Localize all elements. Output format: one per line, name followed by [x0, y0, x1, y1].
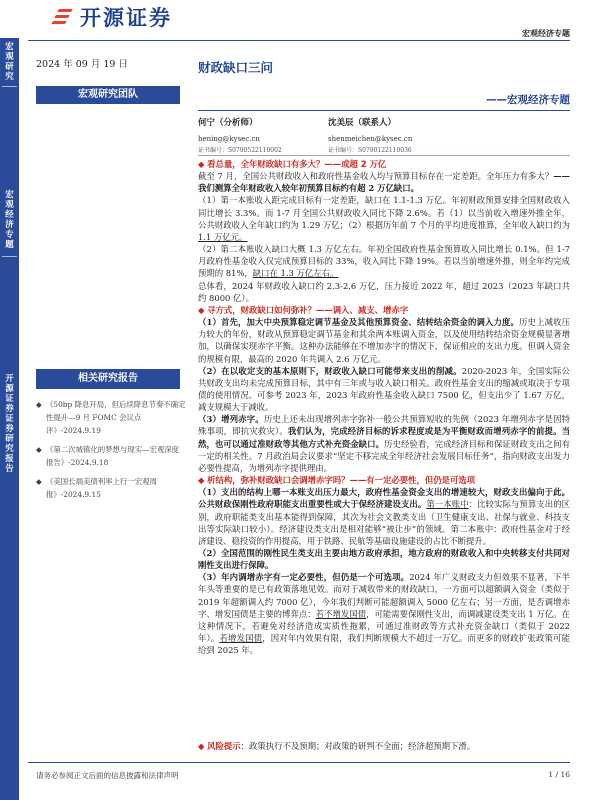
strip-divider	[2, 256, 17, 257]
contact-name: 沈美辰（联系人）	[328, 118, 397, 128]
page-number: 1 / 16	[548, 770, 570, 779]
company-logo	[52, 4, 172, 30]
risk-notice: ◆ 风险提示：政策执行不及预期；对政策的研判不全面；经济超预期下滑。	[198, 741, 476, 751]
logo-mark-icon	[52, 6, 74, 28]
analyst-divider	[198, 155, 570, 156]
related-report-item[interactable]: ◆ 《美国长端美债利率上行一宏观周报》-2024.9.15	[36, 477, 157, 499]
diamond-icon: ◆	[198, 741, 205, 751]
team-banner: 宏观研究团队	[36, 86, 180, 104]
related-report-item[interactable]: ◆ 《第二次城镇化的梦想与现实—宏观深度报告》-2024.9.18	[36, 445, 180, 467]
diamond-icon: ◆	[198, 159, 205, 169]
analyst-name: 何宁（分析师）	[198, 118, 258, 128]
strip-divider	[2, 86, 17, 87]
footer-disclaimer: 请务必参阅正文后面的信息披露和法律声明	[36, 771, 179, 780]
paragraph: （1）首先，加大中央预算稳定调节基金及其他预算资金、结转结余资金的调入力度。历史上减收压力较大的年份，财政从预算稳定调节基金和其余两本账调入资金，以及使用结转结余资金规模显著增加，以确保实现赤字平衡。这种办法能够在不增加赤字的情况下，保证相应的支出力度。但调入资金的规模有限，最高的 2020 年共调入 2.6 万亿元。	[198, 317, 570, 364]
strip-label-macro-research: 宏观研究	[5, 42, 14, 82]
paragraph: 截至 7 月，全国公共财政收入和政府性基金收入均与预算目标存在一定差距。全年压力有多大？——我们测算全年财政收入较年初预算目标约有超 2 万亿缺口。	[198, 171, 570, 194]
related-reports-banner: 相关研究报告	[36, 369, 180, 389]
related-report-item[interactable]: ◆ 《50bp 降息开局，但后续降息节奏不确定性提升—9 月 FOMC 会议点评》-2024.9.19	[36, 400, 186, 435]
paragraph: 总体看，2024 年财政收入缺口约 2.3-2.6 万亿，压力接近 2022 年，超过 2023（2023 年缺口共约 8000 亿）。	[198, 280, 570, 303]
contact-cert: 证书编号：S0790122110036	[328, 147, 412, 154]
section-heading: ◆ 析结构，弥补财政缺口会调增赤字吗？——有一定必要性，但仍是可选项	[198, 475, 476, 486]
paragraph: （2）在以收定支的基本原则下，财政收入缺口可能带来支出的削减。2020-2023 年，全国实际公共财政支出均未完成预算目标，其中有三年或与收入缺口相关。政府性基金支出的缩减或取决于专项债的使用情况。可参考 2023 年，2023 年政府性基金收入缺口 7500 亿，但支出少了 1.67 万亿，减支规模大于减收。	[198, 365, 570, 413]
strip-label-macro-topic: 宏观经济专题	[5, 190, 14, 250]
report-date: 2024 年 09 月 19 日	[36, 59, 128, 70]
paragraph: （3）年内调增赤字有一定必要性，但仍是一个可选项。2024 年广义财政支力但效果不显著，下半年头等重要的是已有政策落地见效。而对于减收带来的财政缺口，一方面可以超额调入资金（类似于 2019 年超额调入约 7000 亿），今年我们判断可能超额调入 5000 亿左右；另一方面，是否调增赤字、增发国债是主要的博弈点：若不增发国债，可能需要保刚性支出，而调减建设类支出 1 万亿。在这种情况下，若避免对经济造成实质性拖累，可通过准财政等方式补充资金缺口（类似于 2022 年）。若增发国债，因对年内效果有限，我们判断规模大不超过一万亿。而更多的财政扩张政策可能给到 2025 年。	[198, 572, 571, 656]
paragraph: （2）第二本账收入缺口大概 1.3 万亿左右。年初全国政府性基金预算收入同比增长 0.1%。但 1-7 月政府性基金收入仅完成预算目标的 33%，收入同比下降 19%。若以当前增速外推，则全年约完成预期的 81%，缺口在 1.3 万亿左右。	[198, 244, 570, 279]
analyst-email[interactable]: hening@kysec.cn	[198, 135, 260, 143]
paragraph: （2）全国范围的刚性民生类支出主要由地方政府承担，地方政府的财政收入和中央转移支付共同对刚性支出进行保障。	[198, 548, 570, 571]
paragraph: （3）增列赤字。历史上还未出现增列赤字弥补一般公共预算短收的先例（2023 年增列赤字是因特殊事项，即抗灾救灾）。我们认为，完成经济目标的诉求程度或是为平衡财政而增列赤字的前提。当然，也可以通过准财政等其他方式补充资金缺口。历史经验看，完成经济目标和保证财政支出之间有一定的相关性。7 月政治局会议要求“坚定不移完成全年经济社会发展目标任务”，指向财政支出发力必要性提高，为增列赤字提供理由。	[198, 414, 571, 473]
analyst-cert: 证书编号：S0790522110002	[198, 147, 282, 154]
bullet-icon: ◆	[36, 477, 42, 486]
series-name: 宏观经济专题	[522, 28, 570, 38]
paragraph: （1）第一本账收入距完成目标有一定差距，缺口在 1.1-1.3 万亿。年初财政预算安排全国财政收入同比增长 3.3%。而 1-7 月全国公共财政收入同比下降 2.6%。若（1）以当前收入增速外推全年，公共财政收入全年缺口约为 1.29 万亿；（2）根据历年前 7 个月的平均进度推算，全年收入缺口约为 1.1 万亿元。	[198, 195, 570, 242]
bullet-icon: ◆	[36, 445, 42, 454]
diamond-icon: ◆	[198, 304, 205, 315]
paragraph: （1）支出的结构上哪一本账支出压力最大，政府性基金资金支出的增速较大，财政支出偏向于此。公共财政保刚性政府职能支出重要性或大于保经济建设支出。第一本账中：比较实际与预算支出的区别，政府职能类支出基本能得到保障，其次为社会文教类支出（卫生健康支出、社保与就业、科技支出等实际缺口较小）。经济建设类支出是相对能够“被让步”的领域。第二本账中：政府性基金对于经济建设、稳投资的作用提高，用于铁路、民航等基础设施建设的占比不断提升。	[198, 487, 571, 546]
report-title: 财政缺口三问	[198, 60, 274, 75]
contact-email[interactable]: shenmeichen@kysec.cn	[328, 135, 413, 143]
section-heading: ◆ 看总量，全年财政缺口有多大？——或超 2 万亿	[198, 159, 387, 169]
contact-card	[328, 118, 412, 156]
bullet-icon: ◆	[36, 400, 42, 409]
report-subtitle: ——宏观经济专题	[486, 94, 570, 106]
analyst-card	[198, 118, 282, 156]
strip-label-research-report: 开源证券 证券研究报告	[5, 374, 14, 474]
footer-divider	[28, 762, 570, 763]
section-heading: ◆ 寻方式，财政缺口如何弥补？——调入、减支、增赤字	[198, 304, 409, 315]
logo-text: 开源证券	[80, 6, 172, 30]
report-body	[198, 158, 570, 656]
diamond-icon: ◆	[198, 475, 205, 486]
header-divider	[28, 40, 570, 41]
subtitle-divider	[198, 110, 570, 111]
related-reports-list	[36, 398, 186, 507]
left-vertical-strip	[0, 38, 19, 800]
